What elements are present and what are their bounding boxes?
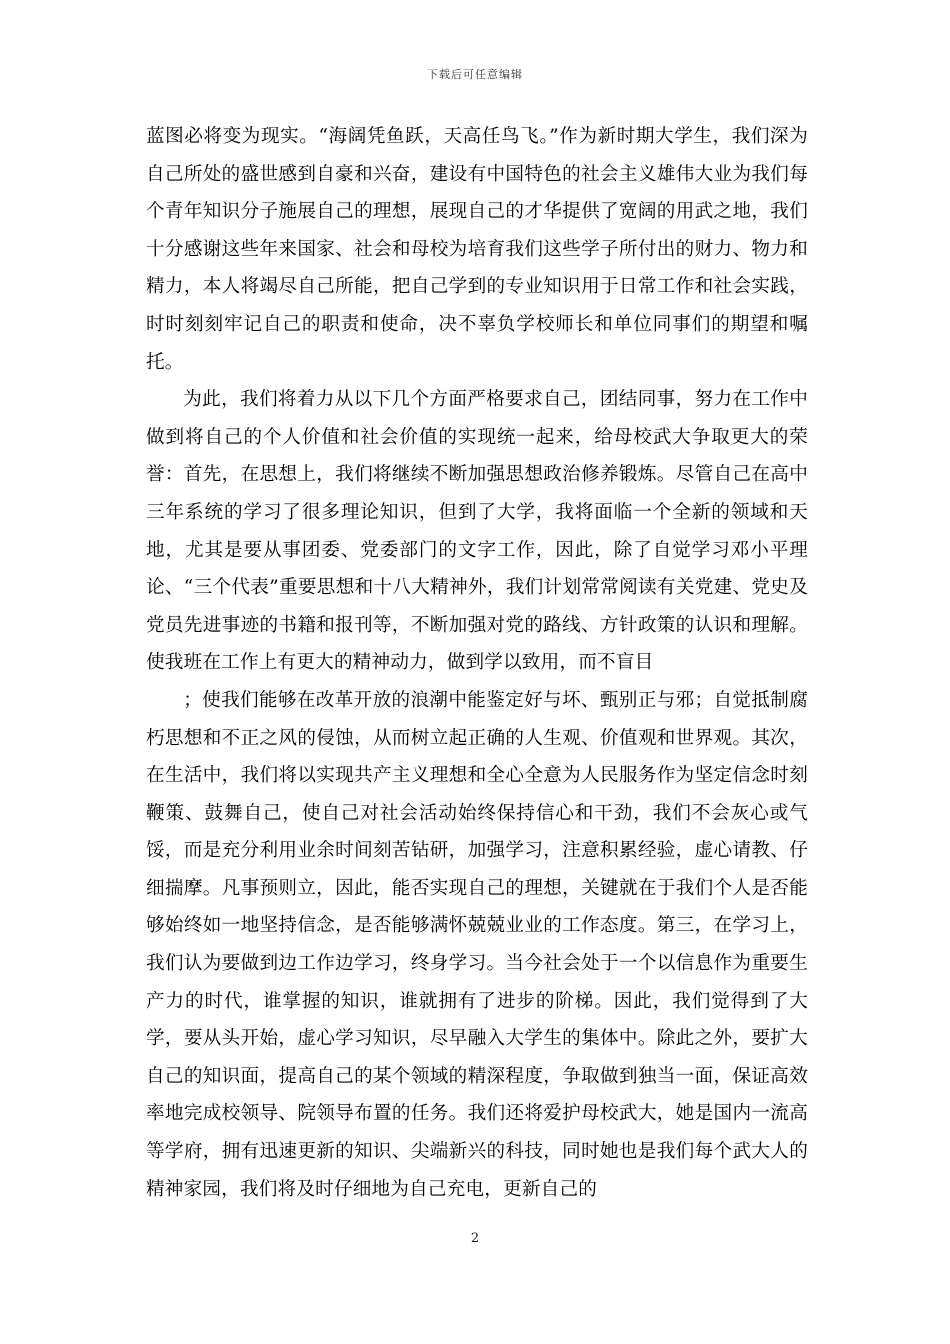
paragraph: ；使我们能够在改革开放的浪潮中能鉴定好与坏、甄别正与邪；自觉抵制腐朽思想和不正之风的侵蚀，从而树立起正确的人生观、价值观和世界观。其次，在生活中，我们将以实现共产主义理想和全心全意为人民服务作为坚定信念时刻鞭策、鼓舞自己，使自己对社会活动始终保持信心和干劲，我们不会灰心或气馁，而是充分利用业余时间刻苦钻研，加强学习，注意积累经验，虚心请教、仔细揣摩。凡事预则立，因此，能否实现自己的理想，关键就在于我们个人是否能够始终如一地坚持信念，是否能够满怀兢兢业业的工作态度。第三，在学习上，我们认为要做到边工作边学习，终身学习。当今社会处于一个以信息作为重要生产力的时代，谁掌握的知识，谁就拥有了进步的阶梯。因此，我们觉得到了大学，要从头开始，虚心学习知识，尽早融入大学生的集体中。除此之外，要扩大自己的知识面，提高自己的某个领域的精深程度，争取做到独当一面，保证高效率地完成校领导、院领导布置的任务。我们还将爱护母校武大，她是国内一流高等学府，拥有迅速更新的知识、尖端新兴的科技，同时她也是我们每个武大人的精神家园，我们将及时仔细地为自己充电，更新自己的 xyxy=(146,689,808,1200)
page-header: 下载后可任意编辑 xyxy=(427,68,523,81)
body-text xyxy=(146,118,808,1208)
page-number: 2 xyxy=(470,1231,480,1246)
paragraph: 为此，我们将着力从以下几个方面严格要求自己，团结同事，努力在工作中做到将自己的个人价值和社会价值的实现统一起来，给母校武大争取更大的荣誉：首先，在思想上，我们将继续不断加强思想政治修养锻炼。尽管自己在高中三年系统的学习了很多理论知识，但到了大学，我将面临一个全新的领域和天地，尤其是要从事团委、党委部门的文字工作，因此，除了自觉学习邓小平理论、“三个代表”重要思想和十八大精神外，我们计划常常阅读有关党建、党史及党员先进事迹的书籍和报刊等，不断加强对党的路线、方针政策的认识和理解。使我班在工作上有更大的精神动力，做到学以致用，而不盲目 xyxy=(146,389,808,674)
paragraph-continuation: 蓝图必将变为现实。“海阔凭鱼跃，天高任鸟飞。”作为新时期大学生，我们深为自己所处的盛世感到自豪和兴奋，建设有中国特色的社会主义雄伟大业为我们每个青年知识分子施展自己的理想，展现自己的才华提供了宽阔的用武之地，我们十分感谢这些年来国家、社会和母校为培育我们这些学子所付出的财力、物力和精力，本人将竭尽自己所能，把自己学到的专业知识用于日常工作和社会实践，时时刻刻牢记自己的职责和使命，决不辜负学校师长和单位同事们的期望和嘱托。 xyxy=(146,126,808,373)
